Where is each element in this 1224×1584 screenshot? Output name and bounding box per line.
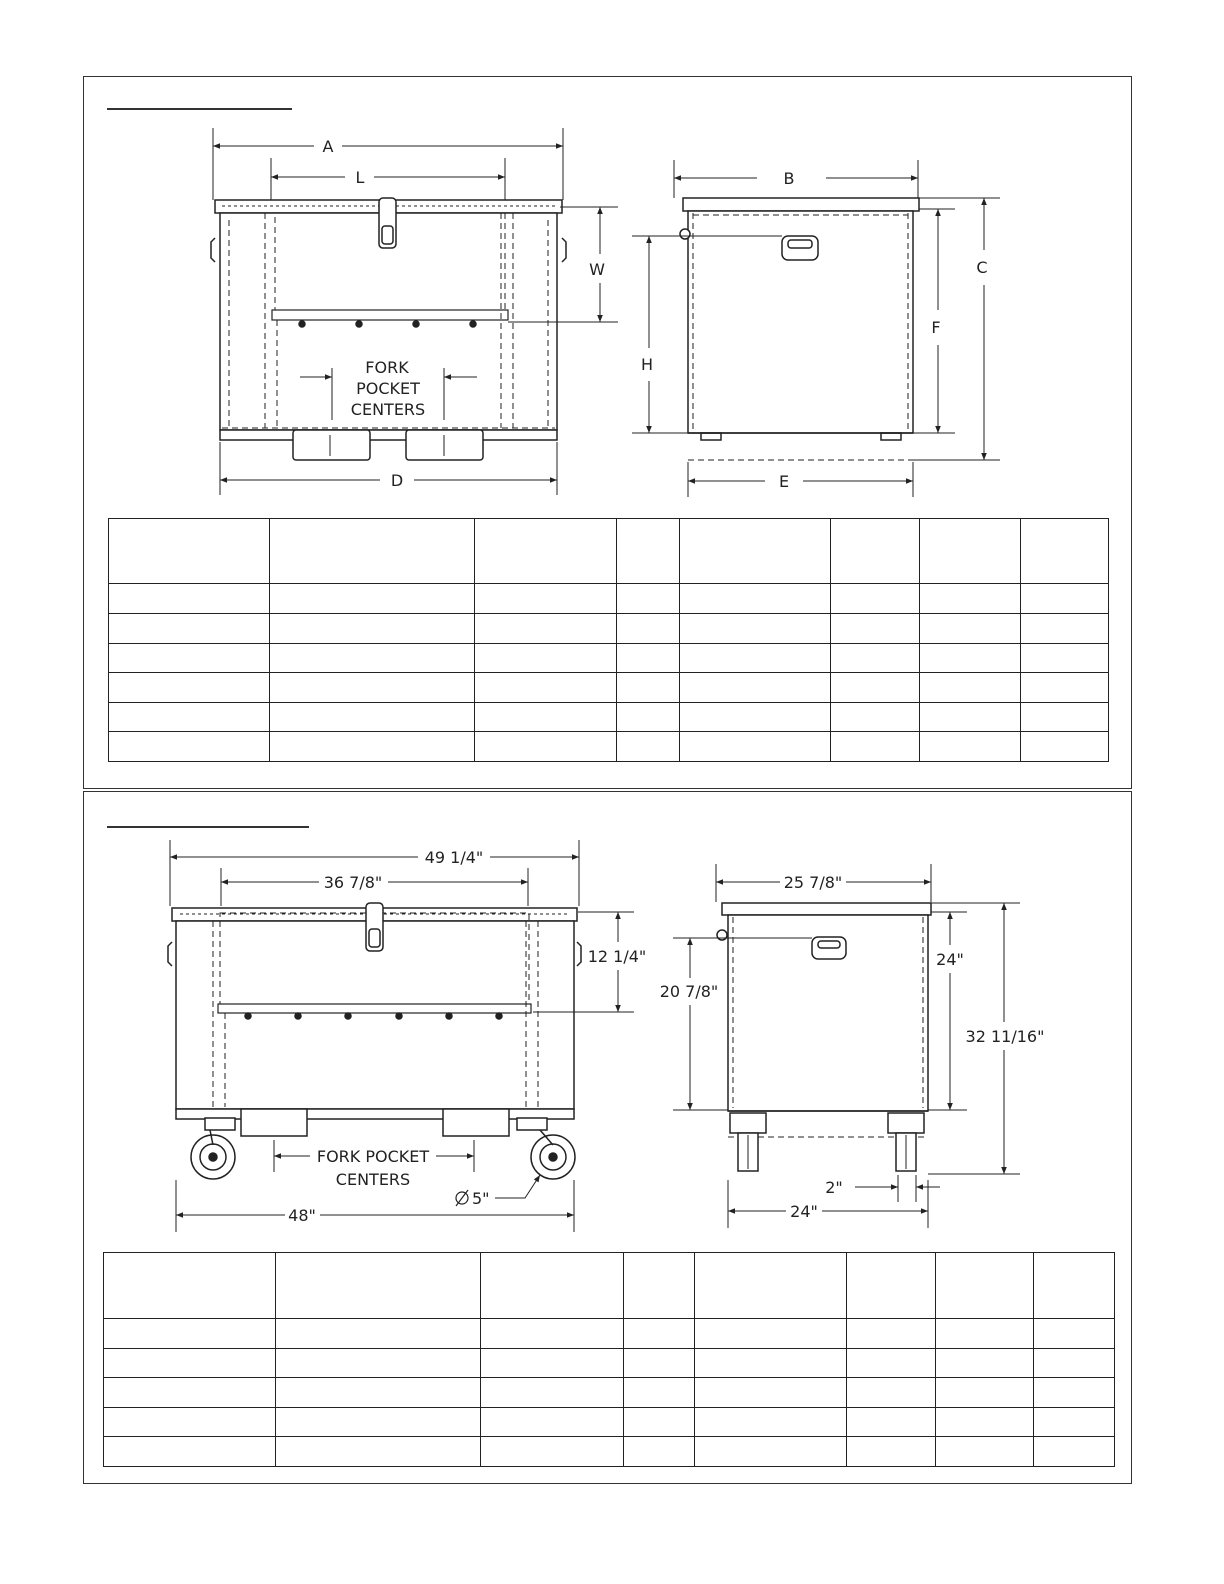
diameter-symbol [456, 1190, 468, 1206]
fork-label-line2: CENTERS [335, 1170, 411, 1189]
table-row [109, 673, 1109, 703]
dim-lid-depth-label: 12 1/4" [587, 947, 647, 966]
dim-lid-opening-label: 36 7/8" [323, 873, 383, 892]
table-header-row [104, 1253, 1115, 1319]
dim-overall-width-label: 49 1/4" [424, 848, 484, 867]
top-front-view [211, 198, 566, 460]
table-row [104, 1378, 1115, 1408]
table-header-row [109, 519, 1109, 584]
top-side-view [680, 198, 919, 460]
dim-offset-label: 2" [825, 1178, 843, 1197]
dim-base-width-label: 48" [288, 1206, 316, 1225]
dim-b-label: B [783, 169, 795, 188]
table-row [104, 1408, 1115, 1437]
table-row [109, 703, 1109, 732]
bottom-front-view [168, 903, 581, 1179]
fork-label-line1: FORK [365, 358, 409, 377]
table-row [104, 1319, 1115, 1349]
fork-label-line3: CENTERS [350, 400, 426, 419]
dim-overall-height-label: 32 11/16" [965, 1027, 1045, 1046]
dim-a-label: A [322, 137, 334, 156]
dim-h-label: H [640, 355, 654, 374]
dim-d-label: D [390, 471, 404, 490]
table-row [109, 584, 1109, 614]
dim-inner-height-label: 24" [936, 950, 964, 969]
wheel-diameter-label: 5" [472, 1189, 490, 1208]
table-row [109, 644, 1109, 673]
fork-label-line1: FORK POCKET [316, 1147, 430, 1166]
dim-w-label: W [589, 260, 605, 279]
bottom-spec-table [103, 1252, 1115, 1467]
table-row [104, 1349, 1115, 1378]
dim-f-label: F [931, 318, 941, 337]
dim-c-label: C [976, 258, 988, 277]
fork-label-line2: POCKET [356, 379, 420, 398]
table-row [104, 1437, 1115, 1467]
dim-l-label: L [355, 168, 365, 187]
dim-top-depth-label: 25 7/8" [783, 873, 843, 892]
table-row [109, 732, 1109, 762]
dim-handle-height-label: 20 7/8" [659, 982, 719, 1001]
table-row [109, 614, 1109, 644]
bottom-side-view [717, 903, 931, 1171]
dim-e-label: E [778, 472, 790, 491]
dim-base-depth-label: 24" [790, 1202, 818, 1221]
top-spec-table [108, 518, 1109, 762]
